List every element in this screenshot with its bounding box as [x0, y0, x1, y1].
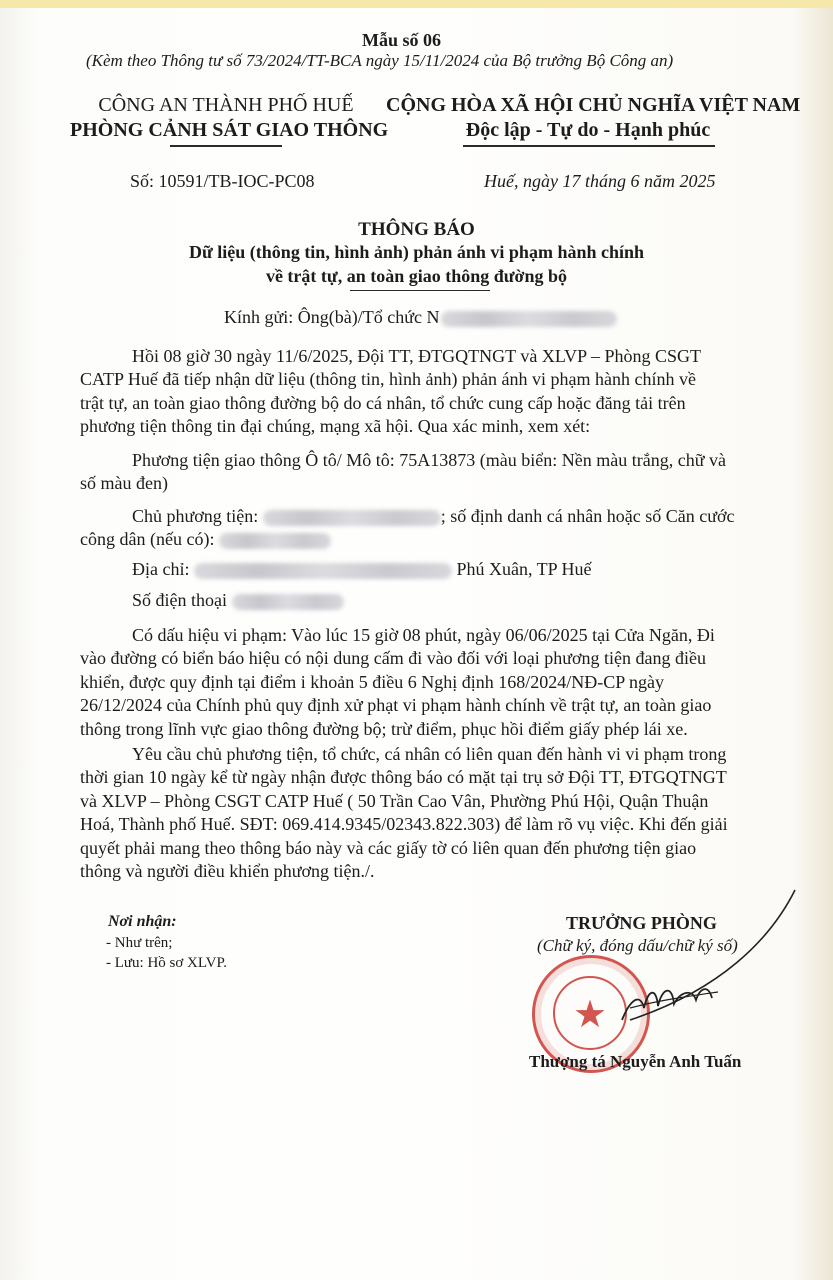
- department-name: PHÒNG CẢNH SÁT GIAO THÔNG: [70, 119, 389, 141]
- violation-line-3: khiển, được quy định tại điểm i khoản 5 điều 6 Nghị định 168/2024/NĐ-CP ngày: [80, 671, 665, 692]
- form-number: Mẫu số 06: [362, 30, 442, 50]
- vehicle-paragraph: [80, 449, 760, 496]
- owner-label: Chủ phương tiện:: [132, 506, 259, 526]
- violation-line-2: vào đường có biển báo hiệu có nội dung cấm đi vào đối với loại phương tiện đang điều: [80, 648, 706, 669]
- phone-line: [132, 590, 344, 611]
- recipient-label: Kính gửi: Ông(bà)/Tổ chức N: [224, 307, 440, 327]
- seal-star-icon: ★: [572, 992, 608, 1036]
- recipients-item-2: - Lưu: Hồ sơ XLVP.: [106, 955, 227, 971]
- notice-subtitle-2: về trật tự, an toàn giao thông đường bộ: [265, 266, 568, 286]
- document-date: Huế, ngày 17 tháng 6 năm 2025: [484, 171, 716, 191]
- violation-line-5: thông trong lĩnh vực giao thông đường bộ; trừ điểm, phục hồi điểm giấy phép lái xe.: [80, 718, 688, 739]
- recipient-line: [224, 307, 617, 328]
- request-line-3: và XLVP – Phòng CSGT CATP Huế ( 50 Trần Cao Vân, Phường Phú Hội, Quận Thuận: [80, 790, 709, 811]
- vehicle-line-1: Phương tiện giao thông Ô tô/ Mô tô: 75A13873 (màu biển: Nền màu trắng, chữ và: [132, 450, 726, 470]
- redacted-recipient-name: [441, 311, 617, 327]
- phone-label: Số điện thoại: [132, 590, 227, 610]
- notice-subtitle-1: Dữ liệu (thông tin, hình ảnh) phản ánh vi phạm hành chính: [189, 242, 644, 262]
- republic-motto: Độc lập - Tự do - Hạnh phúc: [465, 119, 711, 141]
- form-reference: (Kèm theo Thông tư số 73/2024/TT-BCA ngày 15/11/2024 của Bộ trưởng Bộ Công an): [86, 51, 674, 70]
- owner-line-1: [80, 505, 760, 528]
- address-label: Địa chỉ:: [132, 559, 190, 579]
- vehicle-line-2: số màu đen): [80, 473, 168, 494]
- intro-paragraph: [80, 345, 760, 439]
- title-underline: [350, 290, 490, 291]
- owner-line-2: [80, 528, 760, 551]
- violation-line-4: 26/12/2024 của Chính phủ quy định xử phạt vi phạm hành chính về trật tự, an toàn giao: [80, 695, 712, 716]
- owner-id-label: ; số định danh cá nhân hoặc số Căn cước: [440, 506, 735, 526]
- intro-line-4: phương tiện thông tin đại chúng, mạng xã hội. Qua xác minh, xem xét:: [80, 416, 591, 437]
- signer-name: Thượng tá Nguyễn Anh Tuấn: [529, 1052, 742, 1071]
- request-line-4: Hoá, Thành phố Huế. SĐT: 069.414.9345/02343.822.303) để làm rõ vụ việc. Khi đến giải: [80, 814, 728, 835]
- intro-line-3: trật tự, an toàn giao thông đường bộ do cá nhân, tổ chức cung cấp hoặc đăng tải trên: [80, 392, 686, 413]
- redacted-address: [194, 563, 452, 579]
- redacted-citizen-id: [219, 533, 331, 549]
- signer-position: TRƯỞNG PHÒNG: [566, 913, 717, 933]
- intro-line-2: CATP Huế đã tiếp nhận dữ liệu (thông tin, hình ảnh) phản ánh vi phạm hành chính về: [80, 369, 696, 390]
- notice-title: THÔNG BÁO: [358, 219, 475, 240]
- address-tail: Phú Xuân, TP Huế: [456, 559, 592, 579]
- agency-name: CÔNG AN THÀNH PHỐ HUẾ: [98, 94, 354, 116]
- intro-line-1: Hồi 08 giờ 30 ngày 11/6/2025, Đội TT, ĐTGQTNGT và XLVP – Phòng CSGT: [132, 346, 702, 366]
- page-top-edge: [0, 0, 833, 8]
- request-line-6: thông và người điều khiển phương tiện./.: [80, 861, 375, 882]
- violation-line-1: Có dấu hiệu vi phạm: Vào lúc 15 giờ 08 phút, ngày 06/06/2025 tại Cửa Ngăn, Đi: [132, 625, 715, 645]
- request-line-1: Yêu cầu chủ phương tiện, tổ chức, cá nhân có liên quan đến hành vi vi phạm trong: [132, 744, 727, 764]
- document-number: Số: 10591/TB-IOC-PC08: [130, 171, 315, 191]
- recipients-item-1: - Như trên;: [106, 935, 173, 951]
- redacted-phone: [232, 594, 344, 610]
- republic-title: CỘNG HÒA XÃ HỘI CHỦ NGHĨA VIỆT NAM: [386, 94, 801, 116]
- owner-paragraph: [80, 505, 760, 552]
- signature-note: (Chữ ký, đóng dấu/chữ ký số): [537, 936, 738, 955]
- handwritten-signature: [600, 880, 810, 1030]
- request-line-5: quyết phải mang theo thông báo này và các giấy tờ có liên quan đến phương tiện giao: [80, 837, 697, 858]
- request-paragraph: [80, 743, 760, 883]
- redacted-owner-name: [263, 510, 441, 526]
- motto-underline: [463, 145, 715, 147]
- request-line-2: thời gian 10 ngày kể từ ngày nhận được thông báo có mặt tại trụ sở Đội TT, ĐTGQTNGT: [80, 767, 727, 788]
- agency-underline: [170, 145, 282, 147]
- citizen-id-label: công dân (nếu có):: [80, 529, 215, 550]
- recipients-heading: Nơi nhận:: [108, 913, 177, 930]
- violation-paragraph: [80, 624, 760, 741]
- address-line: [132, 559, 591, 580]
